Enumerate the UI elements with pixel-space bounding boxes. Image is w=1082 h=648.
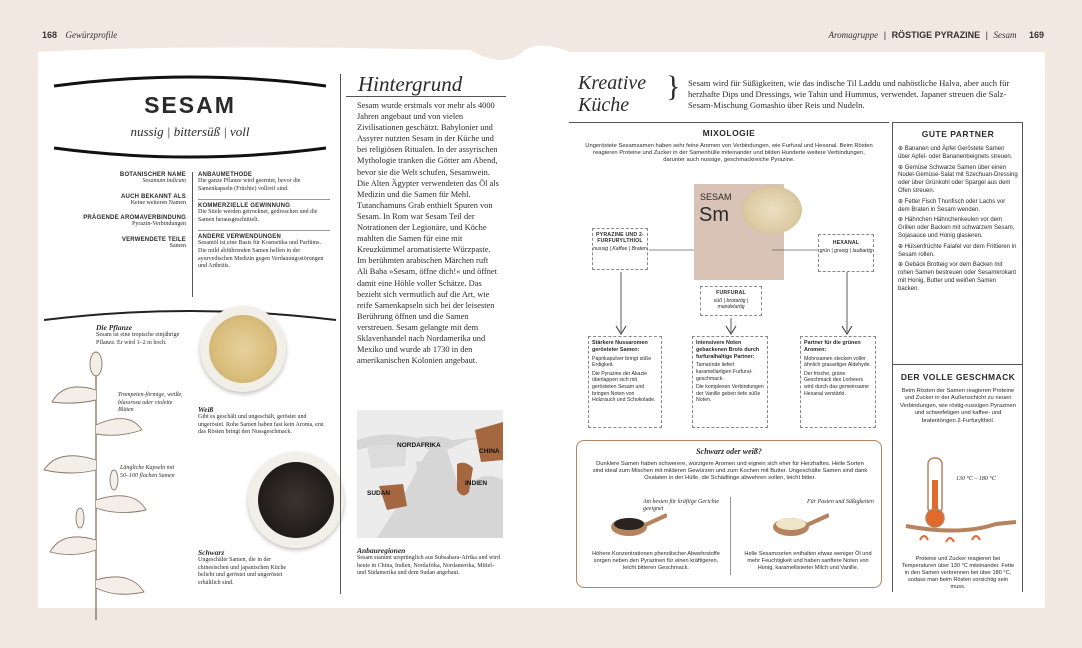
trumpet-label: Trompeten-förmige, weiße, blassrosa oder violette Blüten: [118, 392, 183, 414]
black-sesame-seeds: [258, 462, 334, 538]
dark-seed-text: Höhere Konzentrationen phenolischer Abwehrstoffe sorgen neben den Pyrazinen für einen kräftigeren, leicht bitteren Geschmack.: [592, 551, 720, 571]
column-border-right: [1022, 122, 1023, 592]
element-name: SESAM: [700, 192, 732, 202]
plus-icon: ⊕: [898, 198, 904, 205]
map-label-nordafrika: NORDAFRIKA: [397, 442, 441, 449]
map-shapes: [357, 410, 503, 538]
kreative-title: Kreative Küche: [578, 72, 647, 116]
region-map: [357, 410, 503, 538]
plus-icon: ⊕: [898, 262, 904, 269]
partner-item-legumes: ⊕ Hülsenfrüchte Falafel vor dem Frittieren in Sesam rollen.: [898, 243, 1017, 258]
partner-item-chicken: ⊕ Hähnchen Hähnchenkeulen vor dem Grillen oder Backen mit schwarzem Sesam, Sojasauce und Honig glasieren.: [898, 217, 1015, 239]
aroma-group-label: Aromagruppe: [828, 30, 879, 40]
black-title: Schwarz: [198, 548, 225, 557]
capsules-label: Längliche Kapseln mit 50–100 flachen Samen: [120, 465, 175, 479]
fact-parts: VERWENDETE TEILE Samen: [121, 236, 186, 249]
black-seed-spoon: [607, 505, 667, 545]
page-number-left: 168: [42, 30, 58, 40]
geschmack-caption: Proteine und Zucker reagieren bei Temperaturen über 130 °C miteinander. Fette in den Samen verbrennen bei über 180 °C, sodass man beim Rösten vorsichtig sein muss.: [901, 556, 1015, 590]
map-label-indien: INDIEN: [465, 480, 488, 487]
mixologie-title: MIXOLOGIE: [702, 128, 756, 138]
kreative-text: Sesam wird für Süßigkeiten, wie das indische Til Laddu und nahöstliche Halva, aber auch für herzhafte Dips und Dressings, wie Tahin und Hummus, verwendet. Japaner streuen die Salz-Sesam-Mischung Gomashio über Reis und Nudeln.: [688, 78, 1010, 110]
history-title: Hintergrund: [358, 72, 463, 96]
mixologie-rule: [569, 122, 889, 123]
mixologie-connectors: [569, 236, 889, 346]
result-nut-aromas: Stärkere Nussaromen gerösteter Samen: Paprikapulver bringt süße Erdigkeit. Die Pyrazine der Akazie überlappen sich mit gerösteten Sesam und bringen Noten von Holzrauch und Schokolade.: [588, 336, 662, 428]
compound-pyrazine: PYRAZINE UND 2-FURFURYLTHIOL nussig | Kaffee | Braten: [592, 228, 648, 270]
white-title: Weiß: [198, 405, 214, 414]
plant-title: Die Pflanze: [96, 323, 133, 332]
compound-furfural: FURFURAL süß | brotartig | mandelartig: [700, 286, 762, 316]
white-info: [198, 405, 330, 437]
temperature-range: 130 °C – 180 °C: [956, 476, 996, 482]
plus-icon: ⊕: [898, 146, 904, 152]
page-number-right: 169: [1028, 30, 1044, 40]
use-other: ANDERE VERWENDUNGEN Sesamöl ist eine Basis für Kosmetika und Parfüms. Die mild abführenden Samen helfen in der ayurvedischen Medizin gegen Verdauungsstörungen und Arthritis.: [198, 230, 330, 270]
plus-icon: ⊕: [898, 164, 904, 171]
map-label-sudan: SUDAN: [367, 490, 391, 497]
compound-hexanal: HEXANAL grün | grasig | laubartig: [818, 234, 874, 272]
facts-divider: [192, 172, 193, 297]
white-text: Gibt es geschält und ungeschält, geröstet und ungeröstet. Rohe Samen haben fast kein Aroma, erst das Rösten bringt den Nussgeschmack.: [198, 414, 324, 436]
column-divider-left: [340, 74, 341, 594]
result-bread-notes: Intensivere Noten gebackenen Brots durch furfuralhaltige Partner: Tamarinde liefert karamellartigen Furfural-geschmack. Die komplexen Verbindungen der Vanille geben tiefe süße Noten.: [692, 336, 768, 428]
section-divider: [40, 300, 340, 330]
kreative-brace: }: [666, 70, 681, 103]
geschmack-text: Beim Rösten der Samen reagieren Proteine und Zucker in der Außenschicht zu neuen Verbindungen, wie röstig-nussigen Pyrazinen und schwefeligen und kaffee- und bratentöngen 2-Furfurylthiol.: [900, 388, 1017, 424]
partner-item-vegetables: ⊕ Gemüse Schwarze Samen über einen Nudel-Gemüse-Salat mit Szechuan-Dressing oder über Grünkohl oder Spargel aus dem Ofen streuen.: [898, 164, 1018, 194]
white-seed-spoon: [769, 505, 829, 545]
uses-list: [198, 172, 330, 271]
partner-item-pastry: ⊕ Gebäck Brotteig vor dem Backen mit rohen Samen bestreuen oder Sesamkrokant mit Honig, Butter und weißen Samen backen.: [898, 262, 1017, 292]
plus-icon: ⊕: [898, 217, 904, 224]
facts-list: [70, 172, 186, 250]
column-divider-right: [892, 122, 893, 592]
right-page-header: Aromagruppe | RÖSTIGE PYRAZINE | Sesam 169: [828, 30, 1044, 40]
mixologie-intro: Ungeröstete Sesamsamen haben sehr feine Aromen von Verbindungen, wie Furfural und Hexanal. Beim Rösten reagieren Proteine und Zucker in der Samenhülle miteinander und bilden Hunderte weitere Verbindungen, darunter auch nussige, geschmackreiche Pyrazine.: [585, 143, 873, 164]
partner-title: GUTE PARTNER: [921, 129, 995, 139]
header-spice-name: Sesam: [993, 30, 1017, 40]
light-seed-text: Helle Sesamsorten enthalten etwas weniger Öl und mehr Feuchtigkeit und haben sanftere Noten von Honig, karamellisierter Milch und Vanille.: [744, 551, 872, 571]
aroma-category: RÖSTIGE PYRAZINE: [891, 30, 981, 40]
light-seed-note: Für Pasten und Süßigkeiten: [807, 499, 874, 505]
section-name: Gewürzprofile: [65, 30, 118, 40]
black-white-divider: [730, 497, 731, 575]
partner-item-fish: ⊕ Fetter Fisch Thunfisch oder Lachs vor dem Braten in Sesam wenden.: [898, 198, 1006, 213]
result-green-aromas: Partner für die grünen Aromen: Mohnsamen stecken voller ähnlich grasartiger Aldehyde. Der frische, grüne Geschmack des Lorbeers wird durch das gemeinsame Hexanal verstärkt.: [800, 336, 876, 428]
geschmack-top-rule: [893, 364, 1023, 365]
black-info: [198, 548, 298, 587]
history-title-rule: [346, 96, 506, 97]
plant-text: Sesam ist eine tropische einjährige Pflanze. Er wird 1–2 m hoch.: [96, 332, 180, 346]
use-commercial: KOMMERZIELLE GEWINNUNG Die Stiele werden getrocknet, gedroschen und die Samen herausgeschüttelt.: [198, 199, 330, 224]
plus-icon: ⊕: [898, 243, 904, 250]
geschmack-title: DER VOLLE GESCHMACK: [900, 372, 1016, 382]
fact-alias: AUCH BEKANNT ALS Keine weiteren Namen: [121, 193, 186, 206]
black-or-white-intro: Dunklere Samen haben schwerere, würzigere Aromen und eignen sich eher für Herzhaftes. Helle Sorten sind ideal zum Mischen mit milderen Gewürzen und zum Kochen mit Butter. Ungeschälte Samen sind dank Oxalaten in der Hülle, die Schädlinge abwehren sollen, leicht bitter.: [592, 461, 868, 482]
map-label-china: CHINA: [479, 448, 500, 455]
map-caption: [357, 546, 503, 578]
map-caption-text: Sesam stammt ursprünglich aus Subsahara-Afrika und wird heute in China, Indien, Nordafrika, Nordamerika, Mittel- und Südamerika und dem Sudan angebaut.: [357, 555, 500, 577]
title-block: [50, 72, 330, 162]
white-sesame-seeds: [209, 315, 277, 383]
roasting-illustration: [900, 452, 1020, 548]
partner-top-rule: [893, 122, 1023, 123]
history-text: Sesam wurde erstmals vor mehr als 4000 Jahren angebaut und von vielen Zivilisationen geschätzt. Babylonier und Assyrer nutzten Sesam in der Küche und bei religiösen Ritualen. In der assyrischen Mythologie tranken die Götter am Abend, bevor sie die Welt schufen, Sesamwein. Die Alten Ägypter verwendeten das Öl als Medizin und die Samen für Mehl. Tutanchamuns Grab enthielt Spuren von Sesam. In Rom war Sesam Teil der Notrationen der Legionäre, und Köche mahlten die Samen für eine mit Kreuzkümmel aromatisierte Würzpaste. Im berühmten arabischen Märchen ruft Ali Baba »Sesam, öffne dich!« und öffnet damit eine Höhle voller Schätze. Das bezieht sich vermutlich auf die Art, wie reife Samenkapseln sich bei der leisesten Berührung öffnen und die Samen verstreuen. Sesam gelangte mit dem Sklavenhandel nach Nordamerika und Mexiko und wurde ab 1730 in den amerikanischen Kolonien angebaut.: [357, 101, 499, 366]
black-sesame-bowl: [248, 452, 344, 548]
black-text: Ungeschälte Samen, die in der chinesischen und japanischen Küche beliebt und geröstet und ungeröstet erhältlich sind.: [198, 557, 287, 586]
use-cultivation: ANBAUMETHODE Die ganze Pflanze wird geerntet, bevor die Samenkapseln (Früchte) vollreif sind.: [198, 172, 301, 192]
black-or-white-title: Schwarz oder weiß?: [696, 447, 762, 456]
black-or-white-box: [576, 440, 882, 588]
seeds-pile-image: [742, 186, 802, 234]
dark-seed-note: Am besten für kräftige Gerichte geeignet: [643, 499, 719, 513]
fact-botanical: BOTANISCHER NAME Sesamum indicum: [119, 172, 186, 184]
white-sesame-bowl: [200, 306, 286, 392]
map-caption-title: Anbauregionen: [357, 546, 406, 555]
partner-item-fruit: ⊕ Bananen und Äpfel Geröstete Samen über Apfel- oder Bananenbeignets streuen.: [898, 146, 1013, 160]
plant-info: [96, 323, 186, 347]
partner-list: [898, 146, 1018, 297]
spice-title: SESAM: [144, 92, 236, 118]
element-symbol: Sm: [699, 204, 729, 226]
fact-compound: PRÄGENDE AROMAVERBINDUNG Pyrazin-Verbindungen: [83, 215, 186, 228]
spice-subtitle: nussig | bittersüß | voll: [130, 124, 250, 139]
